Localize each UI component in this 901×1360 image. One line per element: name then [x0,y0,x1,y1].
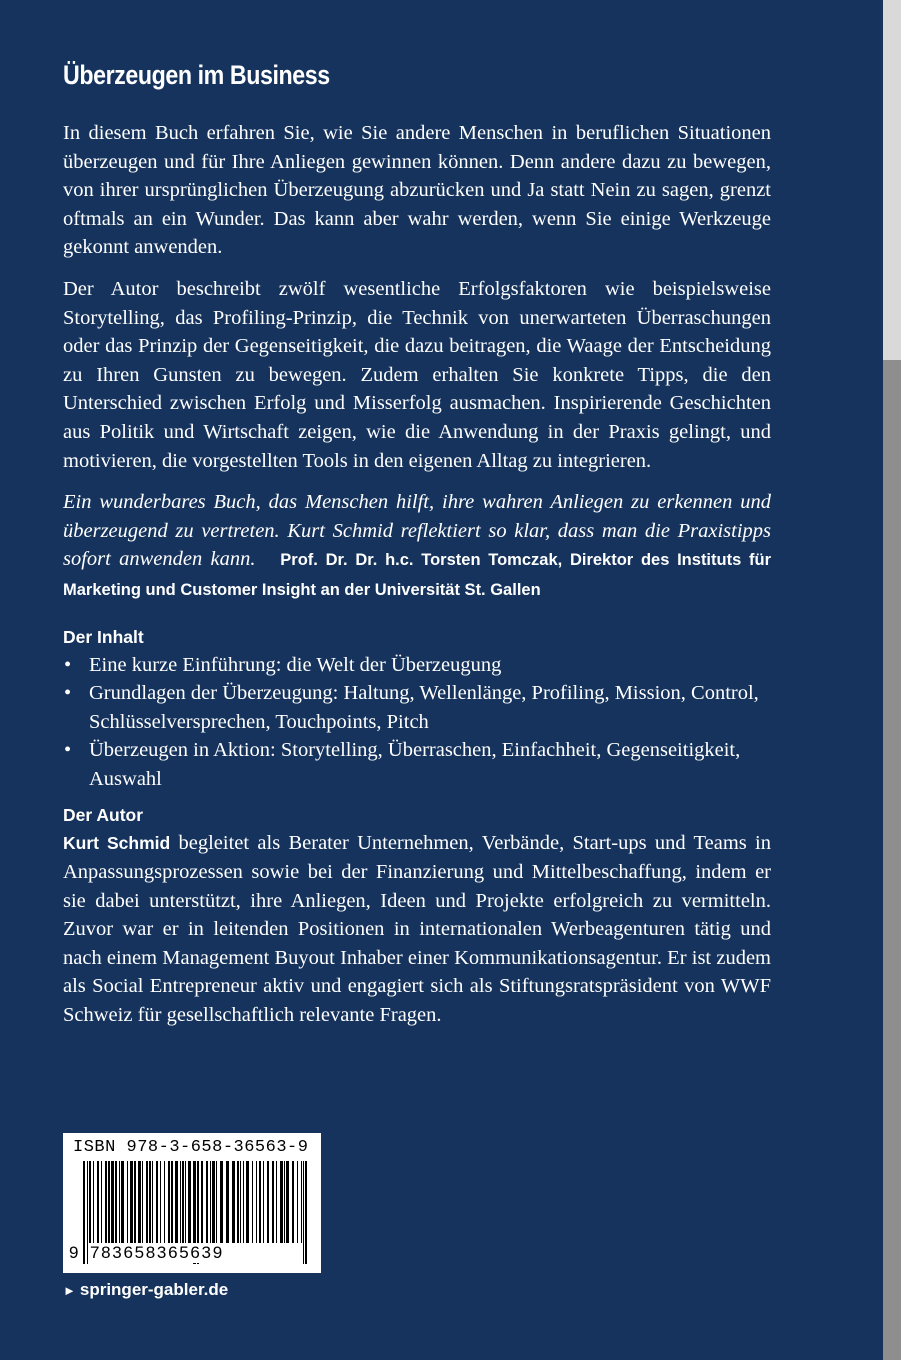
list-item-text: Eine kurze Einführung: die Welt der Überzeugung [89,653,502,676]
list-item [63,651,771,680]
spine-highlight [883,0,901,360]
back-cover-text [63,60,771,1043]
quote-attribution: Prof. Dr. Dr. h.c. Torsten Tomczak, Direktor des Instituts für Marketing und Customer Insight an der Universität St. Gallen [63,551,771,599]
barcode-first-digit: 9 [69,1243,81,1262]
book-title: Überzeugen im Business [63,60,330,90]
list-item [63,736,771,793]
intro-paragraph: In diesem Buch erfahren Sie, wie Sie andere Menschen in beruflichen Situationen überzeugen und für Ihre Anliegen gewinnen können. Denn andere dazu zu bewegen, von ihrer ursprünglichen Überzeugung abzurücken und Ja statt Nein zu sagen, grenzt oftmals an ein Wunder. Das kann aber wahr werden, wenn Sie einige Werkzeuge gekonnt anwenden. [63,122,771,259]
spine-edge [883,0,901,1360]
contents-list [63,651,771,794]
contents-heading: Der Inhalt [63,626,144,647]
testimonial-quote [63,488,771,604]
publisher-link-text: springer-gabler.de [79,1280,229,1299]
author-bio-text: begleitet als Berater Unternehmen, Verbände, Start-ups und Teams in Anpassungsprozessen sowie bei der Finanzierung und Mittelbeschaffung, indem er sie dabei unterstützt, ihre Anliegen, Ideen und Projekte erfolgreich zu vermitteln. Zuvor war er in leitenden Positionen in internationalen Werbeagenturen tätig und nach einem Management Buyout Inhaber einer Kommunikationsagentur. Er ist zudem als Social Entrepreneur aktiv und engagiert sich als Stiftungsratspräsident von WWF Schweiz für gesellschaftlich relevante Fragen. [63,832,771,1027]
author-heading: Der Autor [63,805,144,826]
bullet-icon: • [64,739,72,762]
bullet-icon: • [64,682,72,705]
description-paragraph: Der Autor beschreibt zwölf wesentliche Erfolgsfaktoren wie beispielsweise Storytelling, das Profiling-Prinzip, die Technik von unerwarteten Überraschungen oder das Prinzip der Gegenseitigkeit, die dazu beitragen, die Waage der Entscheidung zu Ihren Gunsten zu bewegen. Zudem erhalten Sie konkrete Tipps, die den Unterschied zwischen Erfolg und Misserfolg ausmachen. Inspirierende Geschichten aus Politik und Wirtschaft zeigen, wie die Anwendung in der Praxis gelingt, und motivieren, die vorgestellten Tools in den eigenen Alltag zu integrieren. [63,277,771,472]
author-bio [63,829,771,1029]
publisher-link[interactable] [63,1280,228,1300]
list-item-text: Grundlagen der Überzeugung: Haltung, Wellenlänge, Profiling, Mission, Control, Schlüsselversprechen, Touchpoints, Pitch [89,682,759,733]
isbn-barcode [63,1133,321,1273]
isbn-label: ISBN 978-3-658-36563-9 [73,1138,309,1157]
bullet-icon: • [64,653,72,676]
arrow-right-icon: ► [63,1283,76,1298]
quote-text: Ein wunderbares Buch, das Menschen hilft, ihre wahren Anliegen zu erkennen und überzeugend zu vertreten. Kurt Schmid reflektiert so klar, dass man die Praxistipps sofort anwenden kann. [63,491,771,571]
list-item [63,679,771,736]
barcode-number: 783658365639 [90,1243,224,1262]
author-name: Kurt Schmid [63,833,171,854]
list-item-text: Überzeugen in Aktion: Storytelling, Überraschen, Einfachheit, Gegenseitigkeit, Auswahl [89,739,741,790]
